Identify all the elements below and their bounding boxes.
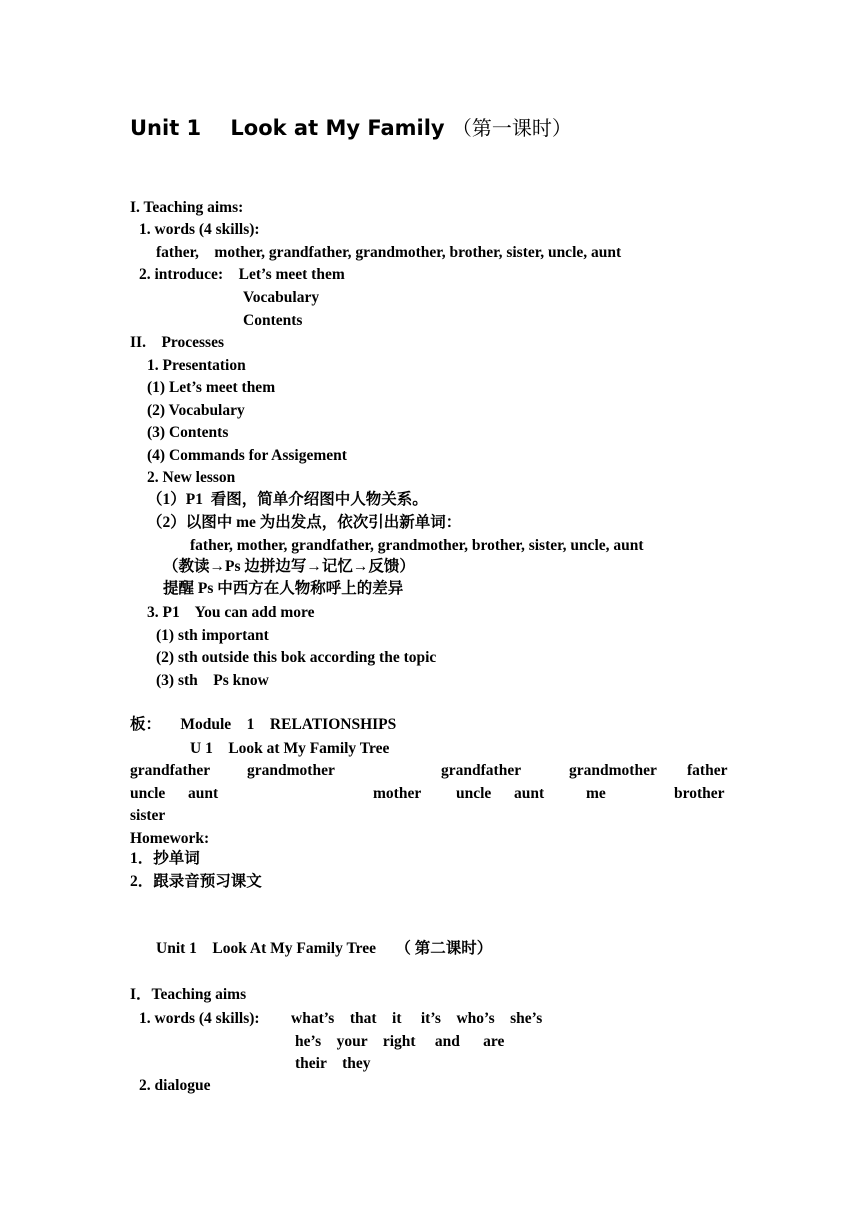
lesson2-aims-heading: I．Teaching aims (130, 986, 247, 1003)
lesson1-title-cn: （第一课时） (451, 116, 572, 140)
processes-heading: II. Processes (130, 334, 224, 351)
lesson2-words-row: he’s your right and are (295, 1033, 505, 1050)
lesson2-dialogue: 2. dialogue (139, 1077, 211, 1094)
board-word: uncle (130, 785, 166, 802)
new-lesson-words: father, mother, grandfather, grandmother, brother, sister, uncle, aunt (190, 537, 644, 554)
board-heading: 板： Module 1 RELATIONSHIPS (130, 716, 397, 733)
homework-item: 2．跟录音预习课文 (130, 873, 262, 890)
lesson2-words-row: their they (295, 1055, 371, 1072)
homework-heading: Homework: (130, 830, 210, 847)
lesson1-title-en: Unit 1 Look at My Family (130, 116, 452, 140)
add-more-item: (2) sth outside this bok according the topic (156, 649, 437, 666)
board-word: grandfather (441, 762, 522, 779)
presentation-item: (2) Vocabulary (147, 402, 245, 419)
board-word: grandmother (569, 762, 657, 779)
add-more-item: (3) sth Ps know (156, 672, 269, 689)
board-word: father (687, 762, 728, 779)
lesson2-words-label: 1. words (4 skills): (139, 1010, 260, 1027)
presentation-item: (3) Contents (147, 424, 229, 441)
new-lesson-reminder: 提醒 Ps 中西方在人物称呼上的差异 (163, 580, 404, 597)
lesson1-title (130, 114, 572, 142)
words-list: father, mother, grandfather, grandmother, brother, sister, uncle, aunt (156, 244, 622, 261)
teaching-aims-heading: I. Teaching aims: (130, 199, 244, 216)
presentation-heading: 1. Presentation (147, 357, 246, 374)
introduce-item-vocabulary: Vocabulary (243, 289, 320, 306)
board-word: uncle (456, 785, 492, 802)
words-label: 1. words (4 skills): (139, 221, 260, 238)
board-subtitle: U 1 Look at My Family Tree (190, 740, 390, 757)
board-word: sister (130, 807, 166, 824)
board-word: aunt (514, 785, 545, 802)
board-word: brother (674, 785, 725, 802)
board-word: me (586, 785, 606, 802)
add-more-heading: 3. P1 You can add more (147, 604, 315, 621)
new-lesson-step: （1）P1 看图，简单介绍图中人物关系。 (147, 491, 428, 508)
new-lesson-heading: 2. New lesson (147, 469, 236, 486)
introduce-item-contents: Contents (243, 312, 303, 329)
homework-item: 1．抄单词 (130, 850, 200, 867)
add-more-item: (1) sth important (156, 627, 269, 644)
lesson2-title: Unit 1 Look At My Family Tree （ 第二课时） (156, 940, 493, 957)
board-word: grandfather (130, 762, 211, 779)
board-word: mother (373, 785, 422, 802)
new-lesson-step: （2）以图中 me 为出发点，依次引出新单词： (147, 514, 462, 531)
lesson2-words-row: what’s that it it’s who’s she’s (291, 1010, 543, 1027)
board-word: aunt (188, 785, 219, 802)
new-lesson-method: （教读→Ps 边拼边写→记忆→反馈） (163, 558, 415, 575)
board-word: grandmother (247, 762, 335, 779)
presentation-item: (1) Let’s meet them (147, 379, 276, 396)
introduce-label: 2. introduce: Let’s meet them (139, 266, 345, 283)
presentation-item: (4) Commands for Assigement (147, 447, 347, 464)
